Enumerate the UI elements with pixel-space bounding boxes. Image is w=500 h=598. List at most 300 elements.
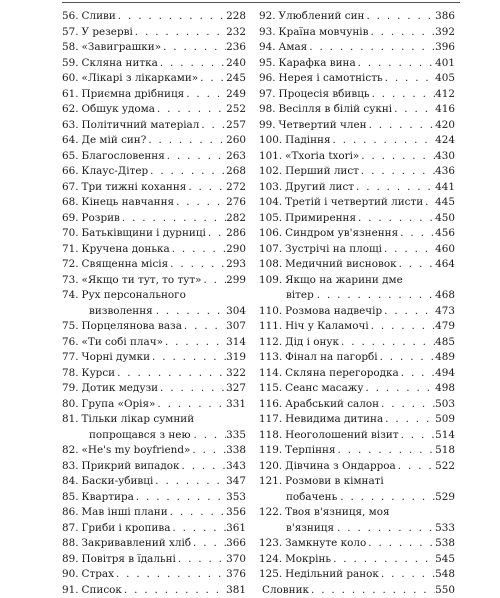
toc-entry — [62, 9, 246, 25]
entry-number: 90. — [62, 567, 79, 583]
entry-title: Страх — [79, 567, 114, 583]
dot-leader — [153, 304, 226, 320]
dot-leader — [368, 25, 435, 41]
entry-page: 416 — [435, 102, 455, 118]
dot-leader — [370, 87, 436, 103]
entry-number: 105. — [259, 211, 282, 227]
dot-leader — [158, 56, 226, 72]
toc-entry — [259, 25, 455, 41]
dot-leader — [191, 428, 227, 444]
entry-title: Список — [79, 583, 122, 598]
entry-number: 97. — [259, 87, 276, 103]
dot-leader — [359, 164, 435, 180]
toc-column-right — [259, 9, 455, 598]
entry-number: 89. — [62, 552, 79, 568]
entry-title: Падіння — [282, 133, 330, 149]
entry-page: 319 — [226, 350, 246, 366]
entry-title: Мокрінь — [282, 552, 331, 568]
dot-leader — [168, 257, 226, 273]
entry-title: Три тижні кохання — [79, 180, 187, 196]
entry-page: 441 — [435, 180, 455, 196]
entry-number: 115. — [259, 381, 282, 397]
toc-entry — [259, 102, 455, 118]
dot-leader — [383, 71, 436, 87]
entry-page: 361 — [226, 521, 246, 537]
entry-page: 464 — [435, 257, 455, 273]
entry-number: 85. — [62, 490, 79, 506]
entry-title: Баски-убивці — [79, 474, 154, 490]
entry-number: 61. — [62, 87, 79, 103]
dot-leader — [382, 242, 435, 258]
entry-page: 533 — [435, 521, 455, 537]
entry-page: 353 — [226, 490, 246, 506]
dot-leader — [155, 397, 226, 413]
toc-entry — [259, 87, 455, 103]
dot-leader — [363, 381, 435, 397]
entry-page: 420 — [435, 118, 455, 134]
dot-leader — [190, 443, 226, 459]
dot-leader — [314, 288, 435, 304]
entry-number: 113. — [259, 350, 282, 366]
entry-title: Перший лист — [282, 164, 359, 180]
dot-leader — [168, 505, 227, 521]
entry-page: 509 — [435, 412, 455, 428]
toc-entry — [62, 40, 246, 56]
dot-leader — [398, 226, 435, 242]
toc-entry — [62, 180, 246, 196]
toc-entry — [62, 521, 246, 537]
toc-entry — [62, 474, 246, 490]
dot-leader — [163, 335, 226, 351]
entry-number: 77. — [62, 350, 79, 366]
dot-leader — [379, 397, 435, 413]
entry-page: 245 — [226, 71, 246, 87]
entry-page: 314 — [226, 335, 246, 351]
entry-number: 67. — [62, 180, 79, 196]
entry-title: Якщо на жарини дме — [282, 273, 403, 289]
toc-entry — [259, 118, 455, 134]
entry-title: Країна мовчунів — [276, 25, 369, 41]
entry-page: 473 — [435, 304, 455, 320]
entry-number: 101. — [259, 149, 282, 165]
dot-leader — [165, 149, 226, 165]
entry-title: Зустрічі на площі — [282, 242, 382, 258]
entry-page: 522 — [435, 459, 455, 475]
dot-leader — [115, 366, 226, 382]
entry-title: Амая — [276, 40, 308, 56]
dot-leader — [367, 118, 436, 134]
toc-entry — [62, 133, 246, 149]
entry-page: 228 — [226, 9, 246, 25]
entry-title: Благословення — [79, 149, 165, 165]
entry-title: Недільний ранок — [282, 567, 379, 583]
entry-title: Медичний висновок — [282, 257, 396, 273]
entry-number: 104. — [259, 195, 282, 211]
entry-page: 268 — [226, 164, 246, 180]
entry-page: 343 — [226, 459, 246, 475]
dot-leader — [382, 304, 435, 320]
entry-number: 70. — [62, 226, 79, 242]
entry-number: 124. — [259, 552, 282, 568]
entry-number: 119. — [259, 443, 282, 459]
toc-entry — [62, 319, 246, 335]
entry-page: 307 — [226, 319, 246, 335]
entry-number: 79. — [62, 381, 79, 397]
entry-number: 92. — [259, 9, 276, 25]
entry-number: 64. — [62, 133, 79, 149]
toc-entry — [259, 505, 455, 536]
entry-page: 376 — [226, 567, 246, 583]
toc-column-left — [62, 9, 246, 598]
entry-number: 122. — [259, 505, 282, 521]
entry-page: 445 — [435, 195, 455, 211]
toc-entry — [259, 226, 455, 242]
entry-page: 370 — [226, 552, 246, 568]
entry-page: 286 — [226, 226, 246, 242]
dot-leader — [331, 133, 436, 149]
dot-leader — [206, 226, 226, 242]
entry-number: 107. — [259, 242, 282, 258]
dot-leader — [337, 490, 435, 506]
entry-page: 290 — [226, 242, 246, 258]
entry-page: 272 — [226, 180, 246, 196]
entry-number: 57. — [62, 25, 79, 41]
toc-entry — [259, 242, 455, 258]
entry-page: 282 — [226, 211, 246, 227]
entry-page: 550 — [435, 583, 455, 598]
entry-title: «Ти собі плач» — [79, 335, 163, 351]
entry-page: 276 — [226, 195, 246, 211]
dot-leader — [155, 102, 226, 118]
toc-entry — [62, 71, 246, 87]
toc-entry — [259, 583, 455, 598]
entry-number: 56. — [62, 9, 79, 25]
entry-number: 109. — [259, 273, 282, 289]
entry-title: «He's my boyfriend» — [79, 443, 191, 459]
toc-entry — [62, 288, 246, 319]
dot-leader — [146, 133, 226, 149]
toc-entry — [259, 211, 455, 227]
entry-number: 84. — [62, 474, 79, 490]
dot-leader — [356, 211, 435, 227]
entry-title: Примирення — [282, 211, 356, 227]
entry-page: 240 — [226, 56, 246, 72]
entry-page: 356 — [226, 505, 246, 521]
entry-number: 95. — [259, 56, 276, 72]
entry-title: Священна місія — [79, 257, 169, 273]
dot-leader — [309, 583, 435, 598]
entry-number: 65. — [62, 149, 79, 165]
dot-leader — [198, 71, 226, 87]
toc-entry — [259, 56, 455, 72]
dot-leader — [150, 350, 226, 366]
entry-number: 60. — [62, 71, 79, 87]
entry-title: Сливи — [79, 9, 116, 25]
toc-entry — [259, 9, 455, 25]
entry-number: 78. — [62, 366, 79, 382]
dot-leader — [364, 9, 435, 25]
entry-title: Скляна нитка — [79, 56, 158, 72]
entry-title-continued: попрощався з нею — [86, 428, 191, 444]
toc-entry — [62, 149, 246, 165]
entry-page: 232 — [226, 25, 246, 41]
entry-number: 58. — [62, 40, 79, 56]
entry-number: 80. — [62, 397, 79, 413]
entry-title: Нерея і самотність — [276, 71, 383, 87]
dot-leader — [120, 211, 226, 227]
dot-leader — [307, 40, 435, 56]
entry-title: «Якщо ти тут, то тут» — [79, 273, 202, 289]
entry-page: 392 — [435, 25, 455, 41]
entry-number: 125. — [259, 567, 282, 583]
toc-entry — [62, 118, 246, 134]
dot-leader — [134, 490, 226, 506]
entry-title: Дівчина з Ондарроа — [282, 459, 396, 475]
entry-number: 123. — [259, 536, 282, 552]
entry-number: 87. — [62, 521, 79, 537]
toc-entry — [259, 428, 455, 444]
entry-number: 103. — [259, 180, 282, 196]
dot-leader — [201, 273, 226, 289]
entry-title: Синдром ув'язнення — [282, 226, 398, 242]
entry-title: Весілля в білій сукні — [276, 102, 393, 118]
entry-title-continued: вітер — [283, 288, 314, 304]
entry-page: 468 — [435, 288, 455, 304]
entry-page: 498 — [435, 381, 455, 397]
dot-leader — [369, 319, 435, 335]
entry-number: 96. — [259, 71, 276, 87]
entry-title: Курси — [79, 366, 116, 382]
entry-number: 76. — [62, 335, 79, 351]
entry-number: 86. — [62, 505, 79, 521]
entry-title: «Лікарі з лікарками» — [79, 71, 199, 87]
toc-entry — [259, 273, 455, 304]
entry-number: 98. — [259, 102, 276, 118]
entry-title: Кінець навчання — [79, 195, 175, 211]
entry-title: Словник — [259, 583, 309, 598]
entry-title: Прикрий випадок — [79, 459, 180, 475]
dot-leader — [399, 428, 436, 444]
dot-leader — [366, 536, 435, 552]
entry-page: 338 — [226, 443, 246, 459]
entry-title: Розмова надвечір — [282, 304, 382, 320]
dot-leader — [186, 180, 226, 196]
entry-title: Гриби і кропива — [79, 521, 171, 537]
entry-number: 72. — [62, 257, 79, 273]
dot-leader — [356, 56, 436, 72]
toc-entry — [259, 71, 455, 87]
entry-page: 236 — [226, 40, 246, 56]
entry-number: 62. — [62, 102, 79, 118]
entry-title: Розрив — [79, 211, 120, 227]
entry-page: 529 — [435, 490, 455, 506]
entry-page: 494 — [435, 366, 455, 382]
entry-title: Сеанс масажу — [282, 381, 363, 397]
dot-leader — [336, 443, 436, 459]
dot-leader — [161, 40, 226, 56]
toc-entry — [62, 211, 246, 227]
entry-title: Рух персонального — [79, 288, 186, 304]
toc-entry — [259, 536, 455, 552]
entry-title: Другий лист — [282, 180, 354, 196]
entry-number: 108. — [259, 257, 282, 273]
entry-number: 118. — [259, 428, 282, 444]
toc-entry — [62, 536, 246, 552]
dot-leader — [331, 552, 435, 568]
entry-page: 424 — [435, 133, 455, 149]
entry-page: 347 — [226, 474, 246, 490]
dot-leader — [180, 459, 227, 475]
entry-page: 479 — [435, 319, 455, 335]
dot-leader — [170, 521, 226, 537]
entry-number: 69. — [62, 211, 79, 227]
entry-number: 59. — [62, 56, 79, 72]
dot-leader — [114, 567, 226, 583]
entry-page: 436 — [435, 164, 455, 180]
entry-title: Повітря в їдальні — [79, 552, 176, 568]
toc-entry — [259, 180, 455, 196]
toc-entry — [259, 459, 455, 475]
toc-entry — [259, 381, 455, 397]
toc-entry — [259, 149, 455, 165]
entry-title: «Завиграшки» — [79, 40, 162, 56]
entry-number: 116. — [259, 397, 282, 413]
entry-page: 257 — [226, 118, 246, 134]
toc-entry — [259, 164, 455, 180]
entry-page: 396 — [435, 40, 455, 56]
dot-leader — [158, 381, 226, 397]
dot-leader — [176, 552, 226, 568]
entry-page: 293 — [226, 257, 246, 273]
dot-leader — [397, 257, 436, 273]
entry-title: Порцелянова ваза — [79, 319, 182, 335]
entry-page: 299 — [226, 273, 246, 289]
entry-title: Невидима дитина — [282, 412, 383, 428]
entry-page: 514 — [435, 428, 455, 444]
entry-title: Фінал на пагорбі — [282, 350, 377, 366]
entry-title: Приємна дрібниця — [79, 87, 185, 103]
toc-entry — [62, 242, 246, 258]
entry-page: 249 — [226, 87, 246, 103]
toc-entry — [62, 273, 246, 289]
entry-title: Замкнуте коло — [282, 536, 366, 552]
entry-title: Клаус-Дітер — [79, 164, 149, 180]
entry-page: 252 — [226, 102, 246, 118]
entry-number: 106. — [259, 226, 282, 242]
entry-title: Арабський салон — [282, 397, 379, 413]
toc-entry — [259, 567, 455, 583]
toc-entry — [259, 412, 455, 428]
dot-leader — [378, 350, 436, 366]
toc-entry — [259, 474, 455, 505]
entry-title: Дід і онук — [282, 335, 339, 351]
entry-number: 63. — [62, 118, 79, 134]
entry-page: 489 — [435, 350, 455, 366]
dot-leader — [423, 195, 435, 211]
entry-number: 110. — [259, 304, 282, 320]
toc-entry — [62, 25, 246, 41]
toc-entry — [259, 552, 455, 568]
entry-page: 327 — [226, 381, 246, 397]
entry-number: 99. — [259, 118, 276, 134]
dot-leader — [182, 319, 226, 335]
toc-entry — [62, 412, 246, 443]
dot-leader — [334, 521, 435, 537]
dot-leader — [191, 536, 226, 552]
toc-entry — [62, 567, 246, 583]
toc-entry — [62, 164, 246, 180]
toc-entry — [259, 319, 455, 335]
entry-page: 548 — [435, 567, 455, 583]
entry-title: Процесія вбивць — [276, 87, 370, 103]
toc-entry — [62, 583, 246, 598]
entry-page: 366 — [226, 536, 246, 552]
entry-page: 485 — [435, 335, 455, 351]
entry-title: Обшук удома — [79, 102, 155, 118]
entry-title: Де мій син? — [79, 133, 147, 149]
entry-number: 71. — [62, 242, 79, 258]
entry-page: 503 — [435, 397, 455, 413]
entry-title: Політичний матеріал — [79, 118, 200, 134]
dot-leader — [148, 164, 226, 180]
toc-entry — [62, 490, 246, 506]
entry-number: 66. — [62, 164, 79, 180]
toc-entry — [62, 350, 246, 366]
toc-entry — [62, 226, 246, 242]
dot-leader — [174, 195, 226, 211]
entry-number: 114. — [259, 366, 282, 382]
dot-leader — [153, 474, 226, 490]
entry-number: 88. — [62, 536, 79, 552]
toc-entry — [259, 335, 455, 351]
entry-title: Карафка вина — [276, 56, 356, 72]
entry-number: 81. — [62, 412, 79, 428]
toc-entry — [259, 257, 455, 273]
dot-leader — [184, 87, 226, 103]
entry-page: 460 — [435, 242, 455, 258]
entry-title: Ніч у Каламочі — [282, 319, 369, 335]
entry-title: Кручена донька — [79, 242, 170, 258]
entry-title-continued: в'язниця — [283, 521, 334, 537]
entry-number: 74. — [62, 288, 79, 304]
top-rule — [62, 2, 460, 3]
dot-leader — [359, 149, 435, 165]
toc-entry — [62, 397, 246, 413]
entry-number: 68. — [62, 195, 79, 211]
entry-title: Дотик медузи — [79, 381, 159, 397]
entry-number: 83. — [62, 459, 79, 475]
entry-title: Неоголошений візит — [282, 428, 398, 444]
dot-leader — [339, 335, 435, 351]
entry-page: 430 — [435, 149, 455, 165]
entry-number: 94. — [259, 40, 276, 56]
toc-entry — [62, 381, 246, 397]
entry-page: 304 — [226, 304, 246, 320]
toc-entry — [259, 40, 455, 56]
toc-entry — [62, 459, 246, 475]
entry-title: Тільки лікар сумний — [79, 412, 195, 428]
entry-page: 381 — [226, 583, 246, 598]
entry-number: 73. — [62, 273, 79, 289]
toc-entry — [62, 87, 246, 103]
entry-title: Квартира — [79, 490, 134, 506]
entry-page: 335 — [226, 428, 246, 444]
entry-page: 545 — [435, 552, 455, 568]
toc-entry — [62, 552, 246, 568]
entry-title: Закривавлений хліб — [79, 536, 192, 552]
dot-leader — [199, 118, 226, 134]
toc-entry — [62, 335, 246, 351]
